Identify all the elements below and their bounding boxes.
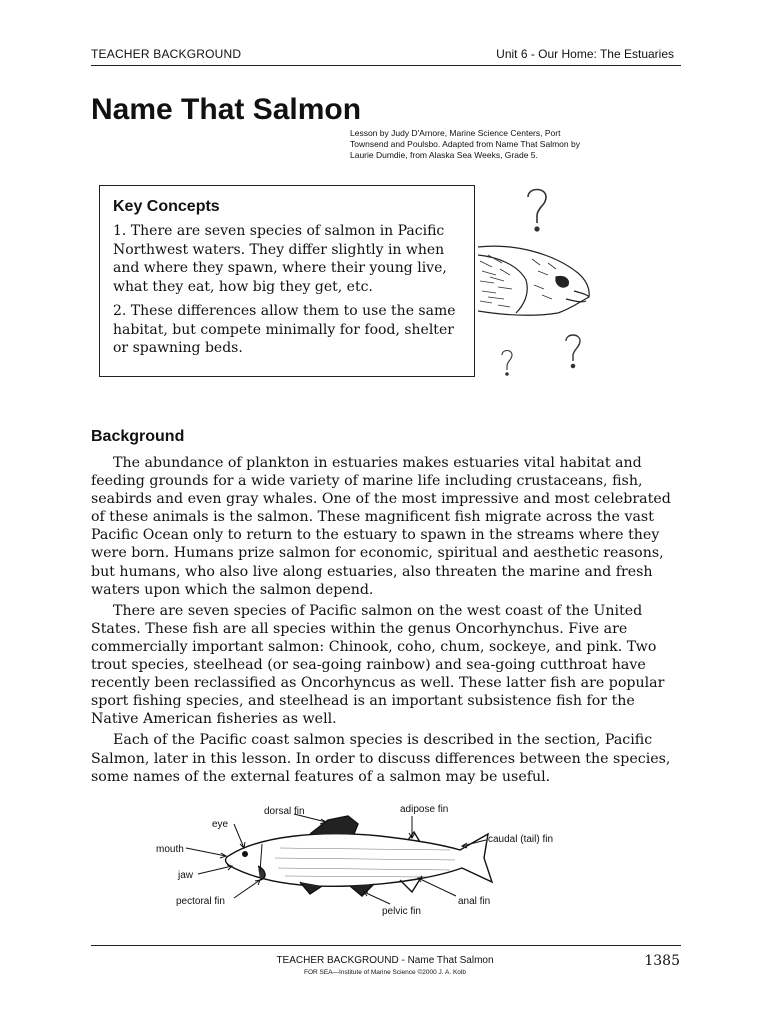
salmon-anatomy-illustration [150, 800, 570, 920]
question-mark-icon [502, 351, 512, 376]
diagram-label-eye: eye [212, 819, 229, 830]
footer-title: TEACHER BACKGROUND - Name That Salmon [276, 955, 494, 966]
diagram-label-mouth: mouth [156, 844, 184, 855]
background-paragraph: There are seven species of Pacific salmon on the west coast of the United States. These fish are all species within the genus Oncorhynchus. Five are commercially important salmon: Chinook, coho, chum, sockeye, and pink. Two trout species, steelhead (or sea-going rainbow) and sea-going cutthroat have recently been reclassified as Oncorhyncus as well. These latter fish are popular sport fishing species, and steelhead is an important subsistence fish for the Native American fisheries as well. [91, 602, 665, 728]
background-heading: Background [91, 428, 185, 445]
question-mark-icon [528, 190, 546, 231]
key-concepts-box [99, 185, 475, 377]
diagram-label-anal-fin: anal fin [458, 896, 491, 907]
footer-copyright: FOR SEA—Institute of Marine Science ©2000 J. A. Kolb [304, 969, 466, 976]
diagram-label-pelvic-fin: pelvic fin [382, 906, 421, 917]
diagram-label-caudal-fin: caudal (tail) fin [488, 834, 554, 845]
question-mark-icon [566, 335, 580, 368]
lesson-credit: Lesson by Judy D'Arnore, Marine Science Centers, Port Townsend and Poulsbo. Adapted from Name That Salmon by Laurie Dumdie, from Alaska Sea Weeks, Grade 5. [350, 128, 580, 160]
key-concepts-title: Key Concepts [113, 198, 220, 215]
page-title: Name That Salmon [91, 93, 362, 126]
background-paragraph: Each of the Pacific coast salmon species is described in the section, Pacific Salmon, later in this lesson. In order to discuss differences between the species, some names of the external features of a salmon may be useful. [91, 732, 671, 785]
running-header-right: Unit 6 - Our Home: The Estuaries [496, 47, 674, 61]
background-body [91, 454, 681, 789]
diagram-label-adipose-fin: adipose fin [400, 804, 449, 815]
footer-rule [91, 945, 681, 946]
header-rule [91, 65, 681, 66]
salmon-head-illustration [478, 185, 603, 380]
running-header-left: TEACHER BACKGROUND [91, 47, 242, 61]
diagram-label-dorsal-fin: dorsal fin [264, 806, 305, 817]
diagram-label-jaw: jaw [178, 870, 194, 881]
key-concept-item: 1. There are seven species of salmon in Pacific Northwest waters. They differ slightly in when and where they spawn, where their young live, what they eat, how big they get, etc. [113, 223, 447, 295]
background-paragraph: The abundance of plankton in estuaries makes estuaries vital habitat and feeding grounds for a wide variety of marine life including crustaceans, fish, seabirds and even gray whales. One of the most impressive and most celebrated of these animals is the salmon. These magnificent fish migrate across the vast Pacific Ocean only to return to the estuary to spawn in the streams where they were born. Humans prize salmon for economic, spiritual and aesthetic reasons, but humans, who also live along estuaries, also threaten the marine and fresh waters upon which the salmon depend. [91, 455, 671, 598]
diagram-label-pectoral-fin: pectoral fin [176, 896, 225, 907]
key-concept-item: 2. These differences allow them to use the same habitat, but compete minimally for food, shelter or spawning beds. [113, 303, 456, 356]
page-number: 1385 [644, 953, 680, 969]
